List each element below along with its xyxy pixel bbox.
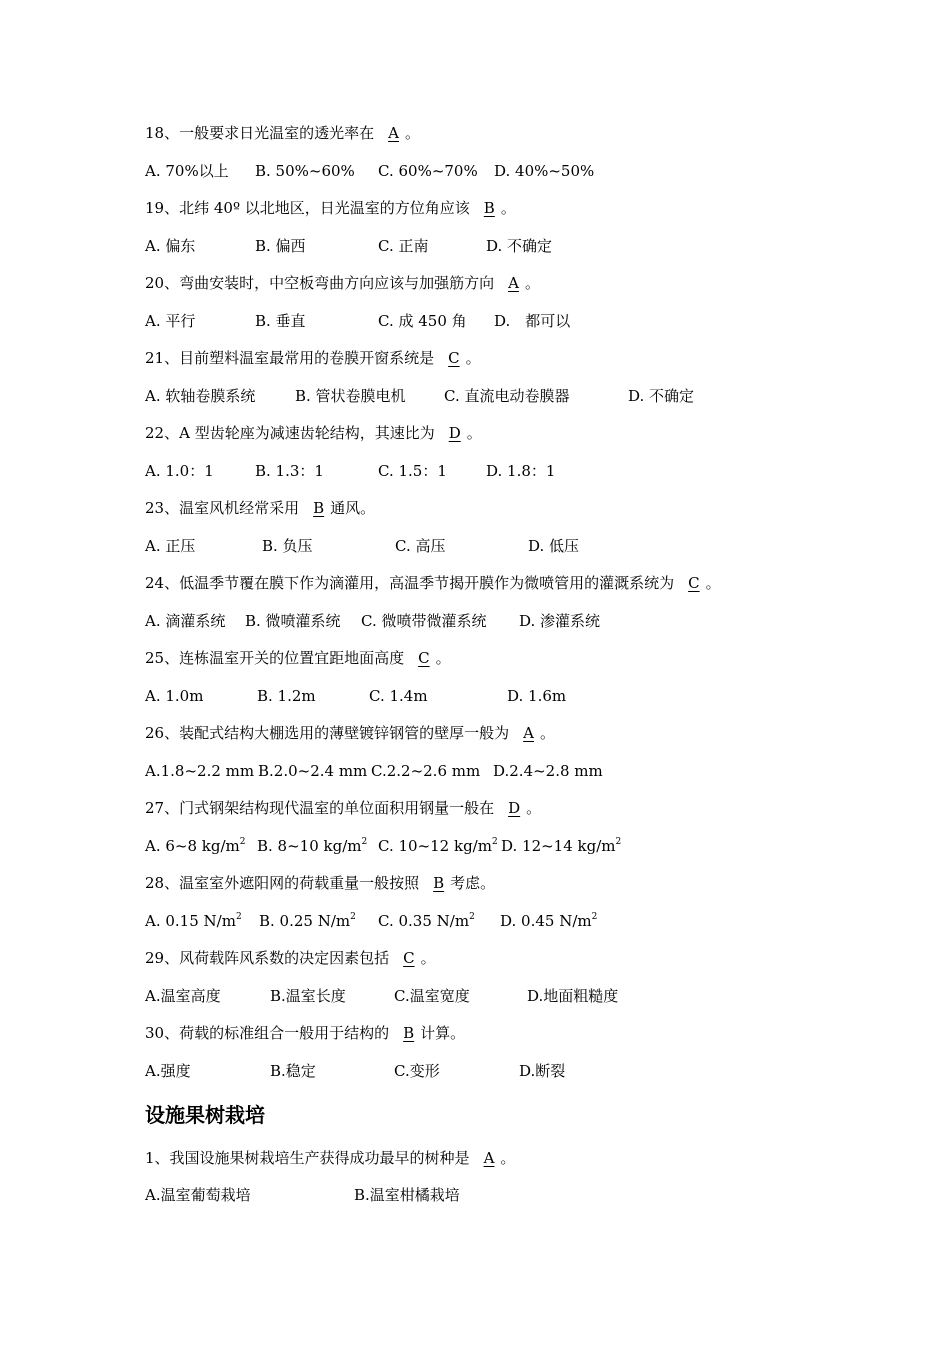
question-text: 、荷载的标准组合一般用于结构的 [164, 1024, 390, 1042]
option-d [493, 761, 603, 781]
option-b [295, 386, 406, 406]
question-number: 26 [145, 724, 165, 742]
option-text: B. 偏西 [255, 237, 306, 255]
option-text: B. 1.2m [257, 687, 316, 705]
question-29 [145, 948, 436, 968]
question-suffix: 。 [705, 574, 721, 592]
question-23 [145, 498, 375, 518]
option-a [145, 761, 254, 781]
question-text: 、风荷载阵风系数的决定因素包括 [164, 949, 390, 967]
option-a [145, 161, 229, 181]
unit-exponent: 2 [239, 837, 246, 847]
option-text: C. 正南 [378, 237, 429, 255]
option-d [519, 1061, 565, 1081]
unit-exponent: 2 [615, 837, 622, 847]
option-d [528, 536, 579, 556]
option-text: B. 50%~60% [255, 162, 355, 180]
question-text: 、装配式结构大棚选用的薄壁镀锌钢管的壁厚一般为 [164, 724, 510, 742]
option-text: C. 1.4m [369, 687, 428, 705]
option-c [369, 686, 428, 706]
option-a [145, 686, 203, 706]
option-a [145, 911, 242, 931]
options-row-22 [145, 461, 845, 481]
option-a [145, 986, 221, 1006]
option-b [259, 911, 356, 931]
question-text: 、温室室外遮阳网的荷载重量一般按照 [164, 874, 420, 892]
question-suffix: 。 [420, 949, 436, 967]
option-a [145, 536, 195, 556]
option-a [145, 386, 255, 406]
question-25 [145, 648, 451, 668]
answer-blank: B [483, 199, 495, 217]
option-text: C.2.2~2.6 mm [371, 762, 481, 780]
question-text: 、连栋温室开关的位置宜距地面高度 [164, 649, 405, 667]
question-text: 、温室风机经常采用 [164, 499, 300, 517]
option-text: A. 70%以上 [145, 162, 229, 180]
option-text: B. 垂直 [255, 312, 306, 330]
option-c [378, 311, 467, 331]
question-text: 、我国设施果树栽培生产获得成功最早的树种是 [154, 1149, 470, 1167]
answer-blank: C [403, 949, 415, 967]
question-18 [145, 123, 420, 143]
question-suffix: 考虑。 [450, 874, 496, 892]
question-26 [145, 723, 555, 743]
option-c [378, 161, 478, 181]
question-30 [145, 1023, 465, 1043]
answer-blank: C [418, 649, 430, 667]
option-b [270, 986, 346, 1006]
option-text: D.2.4~2.8 mm [493, 762, 603, 780]
option-c [361, 611, 486, 631]
question-21 [145, 348, 481, 368]
option-text: D. 低压 [528, 537, 580, 555]
option-text: C. 微喷带微灌系统 [361, 612, 487, 630]
answer-blank: B [433, 874, 445, 892]
question-22 [145, 423, 482, 443]
answer-blank: A [508, 274, 519, 292]
answer-blank: A [523, 724, 534, 742]
option-text: D.地面粗糙度 [527, 987, 619, 1005]
question-24 [145, 573, 721, 593]
question-number: 23 [145, 499, 165, 517]
option-b [270, 1061, 316, 1081]
option-text: D. 1.8：1 [486, 462, 556, 480]
option-b [255, 161, 355, 181]
answer-blank: D [508, 799, 521, 817]
question-number: 30 [145, 1024, 165, 1042]
question-text: 、弯曲安装时，中空板弯曲方向应该与加强筋方向 [164, 274, 495, 292]
option-b [255, 236, 306, 256]
option-c [444, 386, 569, 406]
question-number: 28 [145, 874, 165, 892]
option-text: A. 滴灌系统 [145, 612, 226, 630]
option-text: C. 成 450 角 [378, 312, 467, 330]
question-1 [145, 1148, 515, 1168]
option-text: A.1.8~2.2 mm [145, 762, 255, 780]
unit-exponent: 2 [469, 912, 475, 922]
options-row-24 [145, 611, 845, 631]
option-c [394, 986, 470, 1006]
answer-blank: B [313, 499, 325, 517]
question-number: 27 [145, 799, 165, 817]
question-27 [145, 798, 541, 818]
option-a [145, 236, 195, 256]
option-text: C. 10~12 kg/m [378, 837, 492, 855]
question-19 [145, 198, 516, 218]
option-b [258, 761, 367, 781]
option-c [378, 911, 475, 931]
question-suffix: 。 [500, 199, 516, 217]
question-number: 20 [145, 274, 165, 292]
options-row-1 [145, 1185, 845, 1205]
option-text: B.2.0~2.4 mm [258, 762, 368, 780]
question-suffix: 。 [539, 724, 555, 742]
option-d [501, 836, 621, 856]
question-suffix: 。 [465, 349, 481, 367]
unit-exponent: 2 [235, 912, 242, 922]
option-text: D. 40%~50% [494, 162, 595, 180]
option-d [507, 686, 566, 706]
option-text: A.强度 [145, 1062, 191, 1080]
answer-blank: A [483, 1149, 495, 1167]
option-b [262, 536, 313, 556]
option-a [145, 311, 195, 331]
option-text: B. 8~10 kg/m [257, 837, 362, 855]
question-suffix: 。 [526, 799, 542, 817]
option-text: B. 管状卷膜电机 [295, 387, 406, 405]
option-text: B. 1.3：1 [255, 462, 324, 480]
option-text: C. 0.35 N/m [378, 912, 470, 930]
option-text: D.断裂 [519, 1062, 566, 1080]
answer-blank: C [448, 349, 460, 367]
option-b [257, 836, 367, 856]
answer-blank: C [688, 574, 700, 592]
option-d [628, 386, 694, 406]
option-d [527, 986, 618, 1006]
option-text: B.温室柑橘栽培 [354, 1186, 460, 1204]
option-text: D. 渗灌系统 [519, 612, 601, 630]
question-text: 、北纬 40º 以北地区，日光温室的方位角应该 [164, 199, 470, 217]
unit-exponent: 2 [491, 837, 498, 847]
section-title: 设施果树栽培 [145, 1103, 265, 1127]
option-text: C. 直流电动卷膜器 [444, 387, 570, 405]
option-a [145, 1061, 191, 1081]
option-b [354, 1185, 460, 1205]
option-d [494, 161, 594, 181]
option-a [145, 461, 214, 481]
option-d [494, 311, 570, 331]
question-number: 25 [145, 649, 165, 667]
option-text: C. 高压 [395, 537, 446, 555]
options-row-23 [145, 536, 845, 556]
options-row-19 [145, 236, 845, 256]
options-row-28 [145, 911, 845, 931]
option-text: B. 微喷灌系统 [245, 612, 341, 630]
option-text: A. 1.0m [145, 687, 204, 705]
option-c [378, 461, 447, 481]
question-suffix: 。 [404, 124, 420, 142]
option-b [255, 311, 306, 331]
question-number: 19 [145, 199, 165, 217]
option-c [378, 836, 498, 856]
options-row-21 [145, 386, 845, 406]
option-a [145, 611, 225, 631]
question-suffix: 计算。 [420, 1024, 466, 1042]
question-number: 18 [145, 124, 165, 142]
option-text: A. 0.15 N/m [145, 912, 236, 930]
question-20 [145, 273, 540, 293]
option-text: A. 软轴卷膜系统 [145, 387, 256, 405]
option-b [245, 611, 341, 631]
question-number: 29 [145, 949, 165, 967]
question-suffix: 。 [435, 649, 451, 667]
answer-blank: D [448, 424, 461, 442]
option-text: A.温室葡萄栽培 [145, 1186, 251, 1204]
question-28 [145, 873, 495, 893]
question-text: 、一般要求日光温室的透光率在 [164, 124, 375, 142]
option-c [395, 536, 445, 556]
unit-exponent: 2 [350, 912, 356, 922]
option-text: D. 不确定 [486, 237, 553, 255]
option-text: D. 0.45 N/m [500, 912, 592, 930]
option-c [378, 236, 428, 256]
question-text: 、低温季节覆在膜下作为滴灌用，高温季节揭开膜作为微喷管用的灌溉系统为 [164, 574, 675, 592]
option-text: A. 平行 [145, 312, 196, 330]
option-d [486, 236, 552, 256]
options-row-20 [145, 311, 845, 331]
option-text: B.稳定 [270, 1062, 316, 1080]
option-text: C.变形 [394, 1062, 440, 1080]
option-text: D. 都可以 [494, 312, 571, 330]
question-suffix: 。 [500, 1149, 516, 1167]
options-row-27 [145, 836, 845, 856]
option-text: D. 不确定 [628, 387, 695, 405]
option-text: B. 0.25 N/m [259, 912, 351, 930]
option-text: A.温室高度 [145, 987, 221, 1005]
option-text: A. 6~8 kg/m [145, 837, 240, 855]
unit-exponent: 2 [361, 837, 368, 847]
option-text: A. 正压 [145, 537, 196, 555]
answer-blank: A [388, 124, 399, 142]
option-c [371, 761, 480, 781]
question-number: 24 [145, 574, 165, 592]
question-text: 、A 型齿轮座为减速齿轮结构，其速比为 [164, 424, 435, 442]
option-text: C. 60%~70% [378, 162, 478, 180]
option-text: D. 12~14 kg/m [501, 837, 616, 855]
option-a [145, 1185, 251, 1205]
option-b [257, 686, 316, 706]
option-text: A. 1.0：1 [145, 462, 214, 480]
options-row-29 [145, 986, 845, 1006]
answer-blank: B [403, 1024, 415, 1042]
question-number: 21 [145, 349, 165, 367]
options-row-25 [145, 686, 845, 706]
question-text: 、门式钢架结构现代温室的单位面积用钢量一般在 [164, 799, 495, 817]
question-number: 1 [145, 1149, 155, 1167]
option-c [394, 1061, 440, 1081]
unit-exponent: 2 [591, 912, 598, 922]
question-suffix: 通风。 [330, 499, 376, 517]
option-text: C. 1.5：1 [378, 462, 447, 480]
options-row-18 [145, 161, 845, 181]
option-text: B.温室长度 [270, 987, 346, 1005]
option-text: B. 负压 [262, 537, 313, 555]
option-d [500, 911, 597, 931]
option-b [255, 461, 324, 481]
options-row-30 [145, 1061, 845, 1081]
question-number: 22 [145, 424, 165, 442]
option-text: C.温室宽度 [394, 987, 470, 1005]
option-d [486, 461, 555, 481]
question-suffix: 。 [524, 274, 540, 292]
option-d [519, 611, 600, 631]
question-suffix: 。 [466, 424, 482, 442]
option-text: A. 偏东 [145, 237, 196, 255]
option-a [145, 836, 246, 856]
options-row-26 [145, 761, 845, 781]
question-text: 、目前塑料温室最常用的卷膜开窗系统是 [164, 349, 435, 367]
option-text: D. 1.6m [507, 687, 567, 705]
